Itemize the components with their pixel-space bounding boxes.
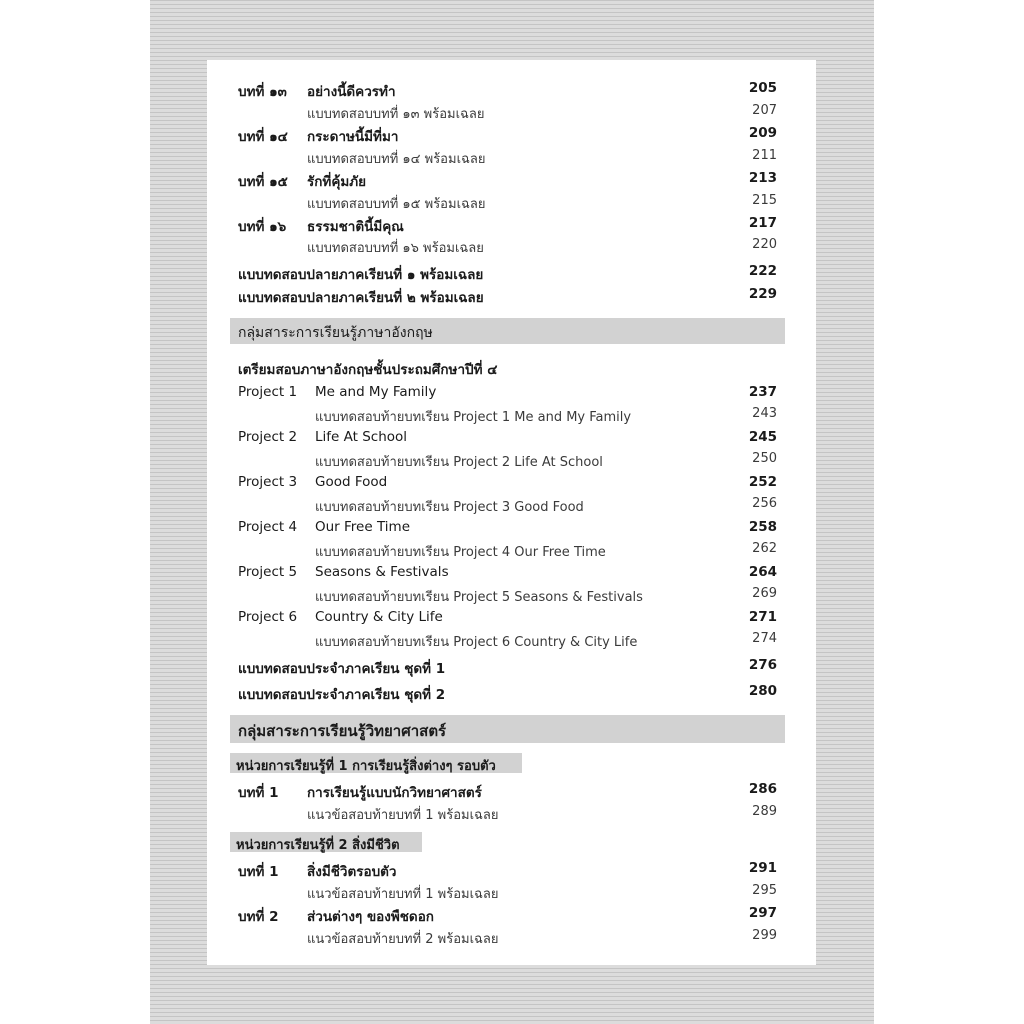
project-label: Project 3: [238, 474, 298, 490]
chapter-test: แบบทดสอบบทที่ ๑๖ พร้อมเฉลย: [307, 241, 484, 256]
section-header-science: [230, 715, 785, 743]
unit-header: [230, 832, 422, 852]
page-number: 295: [752, 883, 777, 898]
chapter-test: แนวข้อสอบท้ายบทที่ 1 พร้อมเฉลย: [307, 887, 499, 902]
project-test: แบบทดสอบท้ายบทเรียน Project 4 Our Free Time: [315, 545, 606, 560]
chapter-test: แบบทดสอบบทที่ ๑๓ พร้อมเฉลย: [307, 107, 485, 122]
unit-header: [230, 753, 522, 773]
page-number: 245: [748, 429, 777, 445]
section-title: กลุ่มสาระการเรียนรู้วิทยาศาสตร์: [238, 722, 447, 740]
page-number: 280: [748, 683, 777, 699]
chapter-test: แนวข้อสอบท้ายบทที่ 2 พร้อมเฉลย: [307, 932, 499, 947]
page-number: 264: [748, 564, 777, 580]
project-test: แบบทดสอบท้ายบทเรียน Project 5 Seasons & Festivals: [315, 590, 643, 605]
page-number: 220: [752, 237, 777, 252]
page-number: 205: [748, 80, 777, 96]
page-number: 291: [748, 860, 777, 876]
project-title: Country & City Life: [315, 609, 443, 625]
final-test-title: แบบทดสอบปลายภาคเรียนที่ ๒ พร้อมเฉลย: [238, 290, 484, 306]
page-number: 262: [752, 541, 777, 556]
term-test-title: แบบทดสอบประจำภาคเรียน ชุดที่ 2: [238, 687, 446, 703]
term-test-title: แบบทดสอบประจำภาคเรียน ชุดที่ 1: [238, 661, 446, 677]
chapter-title: ส่วนต่างๆ ของพืชดอก: [307, 909, 434, 925]
unit-title: หน่วยการเรียนรู้ที่ 2 สิ่งมีชีวิต: [236, 838, 400, 853]
chapter-label: บทที่ 1: [238, 864, 279, 880]
chapter-label: บทที่ ๑๔: [238, 129, 288, 145]
page-number: 213: [748, 170, 777, 186]
project-title: Seasons & Festivals: [315, 564, 449, 580]
page-number: 286: [748, 781, 777, 797]
page-number: 269: [752, 586, 777, 601]
chapter-title: กระดาษนี้มีที่มา: [307, 129, 399, 145]
page-number: 289: [752, 804, 777, 819]
page-number: 299: [752, 928, 777, 943]
page-number: 297: [748, 905, 777, 921]
project-label: Project 6: [238, 609, 298, 625]
chapter-title: การเรียนรู้แบบนักวิทยาศาสตร์: [307, 785, 482, 801]
project-label: Project 4: [238, 519, 298, 535]
page-number: 252: [748, 474, 777, 490]
project-test: แบบทดสอบท้ายบทเรียน Project 6 Country & City Life: [315, 635, 638, 650]
project-label: Project 2: [238, 429, 298, 445]
section-header-english: [230, 318, 785, 344]
page-number: 237: [748, 384, 777, 400]
page-number: 209: [748, 125, 777, 141]
project-test: แบบทดสอบท้ายบทเรียน Project 1 Me and My Family: [315, 410, 632, 425]
chapter-label: บทที่ 2: [238, 909, 279, 925]
chapter-test: แบบทดสอบบทที่ ๑๔ พร้อมเฉลย: [307, 152, 486, 167]
page-number: 215: [752, 193, 777, 208]
section-subtitle: เตรียมสอบภาษาอังกฤษชั้นประถมศึกษาปีที่ ๔: [238, 362, 498, 378]
chapter-title: รักที่คุ้มภัย: [307, 174, 367, 190]
page-number: 222: [748, 263, 777, 279]
chapter-title: ธรรมชาตินี้มีคุณ: [307, 219, 404, 235]
project-test: แบบทดสอบท้ายบทเรียน Project 3 Good Food: [315, 500, 584, 515]
page-number: 256: [752, 496, 777, 511]
chapter-label: บทที่ ๑๓: [238, 84, 287, 100]
project-label: Project 1: [238, 384, 298, 400]
page-number: 250: [752, 451, 777, 466]
chapter-test: แนวข้อสอบท้ายบทที่ 1 พร้อมเฉลย: [307, 808, 499, 823]
section-title: กลุ่มสาระการเรียนรู้ภาษาอังกฤษ: [238, 325, 433, 341]
chapter-test: แบบทดสอบบทที่ ๑๕ พร้อมเฉลย: [307, 197, 486, 212]
chapter-title: สิ่งมีชีวิตรอบตัว: [307, 864, 397, 880]
page-number: 276: [748, 657, 777, 673]
page-number: 211: [752, 148, 777, 163]
project-title: Good Food: [315, 474, 388, 490]
unit-title: หน่วยการเรียนรู้ที่ 1 การเรียนรู้สิ่งต่างๆ รอบตัว: [236, 759, 496, 774]
project-title: Our Free Time: [315, 519, 411, 535]
page-number: 274: [752, 631, 777, 646]
project-title: Life At School: [315, 429, 408, 445]
page-number: 258: [748, 519, 777, 535]
chapter-title: อย่างนี้ดีควรทำ: [307, 84, 396, 100]
chapter-label: บทที่ ๑๕: [238, 174, 288, 190]
chapter-label: บทที่ 1: [238, 785, 279, 801]
project-test: แบบทดสอบท้ายบทเรียน Project 2 Life At School: [315, 455, 603, 470]
page-number: 207: [752, 103, 777, 118]
final-test-title: แบบทดสอบปลายภาคเรียนที่ ๑ พร้อมเฉลย: [238, 267, 484, 283]
chapter-label: บทที่ ๑๖: [238, 219, 287, 235]
page-number: 243: [752, 406, 777, 421]
page-number: 229: [748, 286, 777, 302]
page-number: 271: [748, 609, 777, 625]
project-title: Me and My Family: [315, 384, 437, 400]
toc-page: [207, 60, 816, 965]
page-number: 217: [748, 215, 777, 231]
project-label: Project 5: [238, 564, 298, 580]
